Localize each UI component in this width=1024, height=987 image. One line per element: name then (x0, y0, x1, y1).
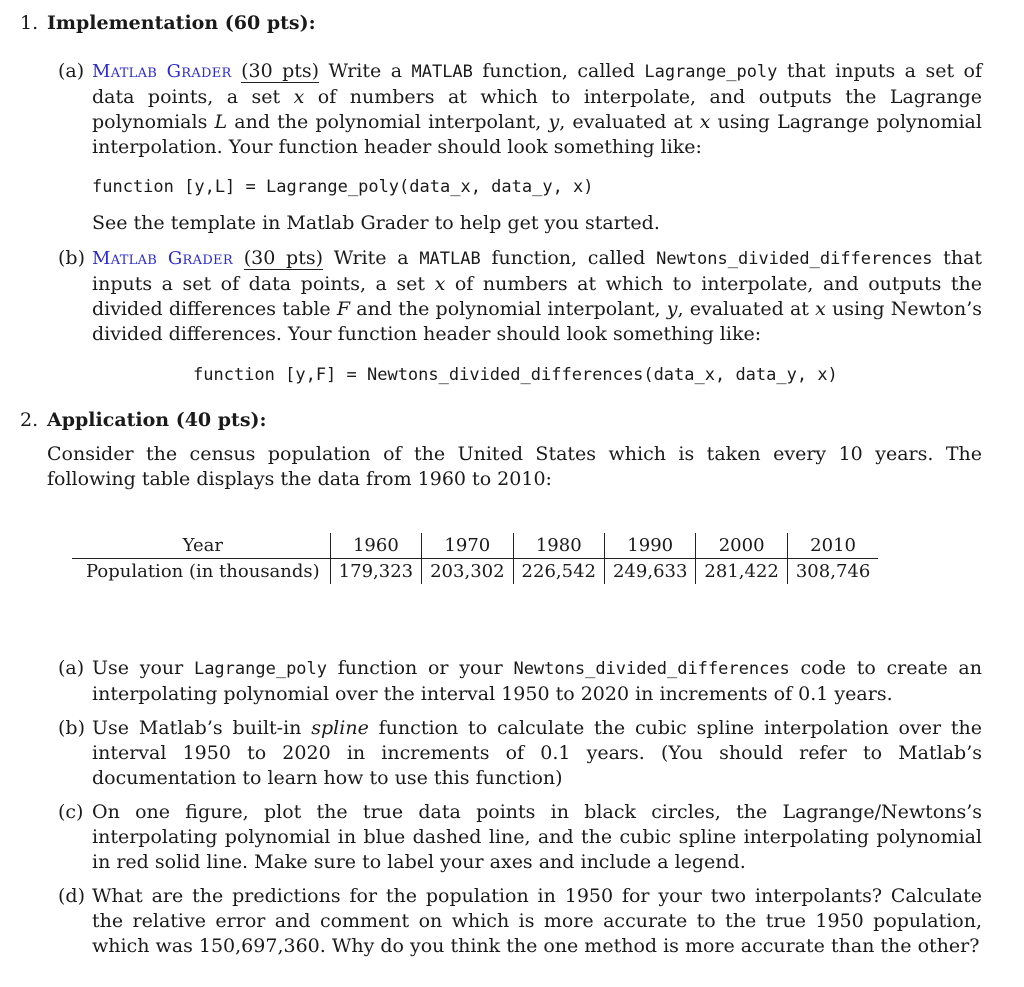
s1a-points: (30 pts) (241, 60, 320, 82)
s2b-label: (b) (58, 717, 85, 739)
s1b-text-3: that inputs a set of data points, a set (92, 247, 983, 295)
s1b-text-1: Write a (323, 247, 420, 269)
census-year-cell: 1960 (330, 533, 421, 559)
s1b-math-y: y (666, 298, 678, 320)
s1b-text-4: of numbers at which to interpolate, and outputs the divided differences table (92, 273, 982, 320)
s1b-text-6: , evaluated at (677, 298, 816, 320)
s1b-text-5: and the polynomial interpolant, (350, 298, 667, 320)
census-population-cell: 281,422 (696, 559, 787, 585)
s1a-text-7: using Lagrange polynomial interpolation. Your function header should look something like: (92, 111, 982, 158)
s2d-label: (d) (58, 885, 85, 907)
s2c-label: (c) (58, 801, 84, 823)
s1a-math-x2: x (699, 111, 711, 133)
s1a-math-y: y (548, 111, 560, 133)
s2c-paragraph: On one figure, plot the true data points in black circles, the Lagrange/Newtons’s interpolating polynomial in blue dashed line, and the cubic spline interpolating polynomial in red solid line. Make sure to label your axes and include a legend. (92, 801, 982, 873)
s1b-math-F: F (336, 298, 351, 320)
s1b-paragraph (92, 246, 982, 347)
census-year-cell: 1990 (604, 533, 695, 559)
census-year-cell: 1970 (422, 533, 513, 559)
s2d-paragraph: What are the predictions for the population in 1950 for your two interpolants? Calculate the relative error and comment on which is more accurate to the true 1950 population, which was 150,697,360. Why do you think the one method is more accurate than the other? (92, 885, 982, 957)
s2b-spline: spline (311, 717, 369, 739)
s1b-text-2: function, called (480, 247, 657, 269)
s1b-matlab: MATLAB (419, 249, 481, 269)
s1a-matlab: MATLAB (411, 62, 473, 82)
s1a-text-6: , evaluated at (559, 111, 700, 133)
s2a-function-1: Lagrange_poly (193, 659, 328, 679)
census-population-cell: 203,302 (422, 559, 513, 585)
s1b-function-name: Newtons_divided_differences (656, 249, 933, 269)
s2a-function-2: Newtons_divided_differences (513, 659, 790, 679)
s1a-math-x: x (293, 86, 305, 108)
s2a-label: (a) (58, 657, 85, 679)
s2a-paragraph (92, 656, 982, 707)
s1a-function-name: Lagrange_poly (644, 62, 778, 82)
census-population-label: Population (in thousands) (86, 561, 320, 582)
section-1-title: Implementation (60 pts): (47, 12, 316, 34)
s2b-paragraph (92, 716, 982, 791)
s1a-text-3: that inputs a set of data points, a set (92, 60, 982, 108)
census-population-cell: 226,542 (513, 559, 604, 585)
s2b-text-1: Use Matlab’s built-in (92, 717, 312, 739)
s1a-math-L: L (214, 111, 228, 133)
s1a-text-2: function, called (472, 60, 645, 82)
section-1-number: 1. (20, 12, 39, 34)
census-year-cell: 2010 (787, 533, 878, 559)
s1a-grader-link[interactable]: Matlab Grader (92, 61, 232, 82)
census-year-row (72, 533, 878, 559)
census-year-label: Year (72, 533, 330, 559)
census-population-cell: 249,633 (604, 559, 695, 585)
section-2-title: Application (40 pts): (47, 409, 267, 431)
s2a-text-1: Use your (92, 657, 194, 679)
s1b-math-x2: x (815, 298, 826, 320)
s1a-text-4: of numbers at which to interpolate, and outputs the Lagrange polynomials (92, 86, 982, 133)
s1a-code-header: function [y,L] = Lagrange_poly(data_x, data_y, x) (92, 177, 594, 197)
s1b-text-7: using Newton’s divided differences. Your function header should look something like: (92, 298, 982, 345)
section-2-number: 2. (20, 409, 39, 431)
s1b-points: (30 pts) (243, 247, 324, 269)
s2a-text-3: code to create an interpolating polynomial over the interval 1950 to 2020 in increments of 0.1 years. (92, 657, 982, 705)
s2-intro: Consider the census population of the United States which is taken every 10 years. The following table displays the data from 1960 to 2010: (47, 443, 982, 490)
s1b-code-header: function [y,F] = Newtons_divided_differences(data_x, data_y, x) (193, 365, 838, 385)
census-table (72, 533, 878, 584)
census-population-cell: 308,746 (787, 559, 878, 585)
s1a-label: (a) (58, 60, 85, 82)
s1a-text-5: and the polynomial interpolant, (227, 111, 549, 133)
s1a-paragraph (92, 59, 982, 160)
s1b-label: (b) (58, 247, 85, 269)
s2a-text-2: function or your (327, 657, 514, 679)
census-population-row (72, 559, 878, 585)
census-population-cell: 179,323 (330, 559, 421, 585)
census-year-cell: 1980 (513, 533, 604, 559)
s1b-grader-link[interactable]: Matlab Grader (92, 248, 233, 269)
s2b-text-2: function to calculate the cubic spline interpolation over the interval 1950 to 2020 in increments of 0.1 years. (You should refer to Matlab’s documentation to learn how to use this function) (92, 717, 982, 789)
s1b-math-x: x (434, 273, 446, 295)
s1a-note: See the template in Matlab Grader to help get you started. (92, 212, 660, 234)
s1a-text-1: Write a (319, 60, 412, 82)
census-year-cell: 2000 (696, 533, 787, 559)
